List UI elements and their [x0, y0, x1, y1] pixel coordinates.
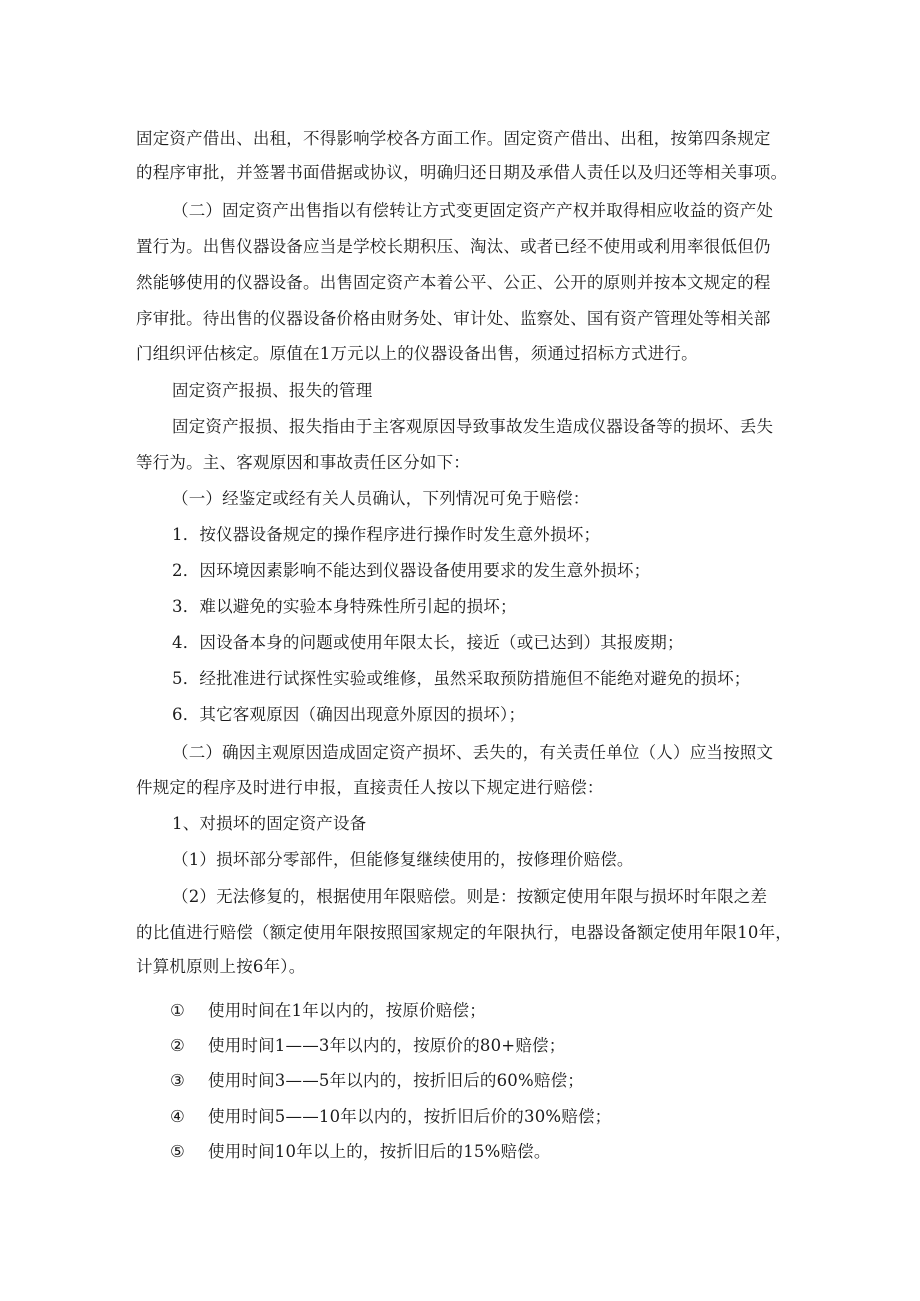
paragraph-sale-heading: （二）固定资产出售指以有偿转让方式变更固定资产产权并取得相应收益的资产处 — [172, 201, 774, 220]
item-marker: ⑤ — [170, 1142, 185, 1161]
exemption-heading: （一）经鉴定或经有关人员确认，下列情况可免于赔偿： — [172, 489, 590, 508]
body-text-line: 的比值进行赔偿（额定使用年限按照国家规定的年限执行，电器设备额定使用年限10年， — [136, 923, 792, 942]
body-text-line: （2）无法修复的，根据使用年限赔偿。则是：按额定使用年限与损坏时年限之差 — [172, 887, 768, 906]
body-text-line: 计算机原则上按6年）。 — [136, 957, 306, 976]
list-item: 5．经批准进行试探性实验或维修，虽然采取预防措施但不能绝对避免的损坏； — [172, 669, 751, 688]
list-item: 3．难以避免的实验本身特殊性所引起的损坏； — [172, 597, 517, 616]
liability-heading: （二）确因主观原因造成固定资产损坏、丢失的，有关责任单位（人）应当按照文 — [172, 743, 774, 762]
item-marker: ④ — [170, 1107, 185, 1126]
body-text-line: 件规定的程序及时进行申报，直接责任人按以下规定进行赔偿： — [136, 778, 604, 797]
body-text-line: 置行为。出售仪器设备应当是学校长期积压、淘汰、或者已经不使用或利用率很低但仍 — [136, 237, 771, 256]
item-text: 使用时间5——10年以内的，按折旧后价的30%赔偿； — [208, 1107, 612, 1126]
item-text: 使用时间在1年以内的，按原价赔偿； — [208, 1001, 486, 1020]
list-item: 6．其它客观原因（确因出现意外原因的损坏）； — [172, 705, 526, 724]
item-text: 使用时间1——3年以内的，按原价的80+赔偿； — [208, 1036, 566, 1055]
item-marker: ③ — [170, 1071, 185, 1090]
item-text: 使用时间3——5年以内的，按折旧后的60%赔偿； — [208, 1071, 584, 1090]
body-text-line: 然能够使用的仪器设备。出售固定资产本着公平、公正、公开的原则并按本文规定的程 — [136, 273, 771, 292]
compensation-item — [170, 1000, 830, 1022]
body-text-line: 的程序审批，并签署书面借据或协议，明确归还日期及承借人责任以及归还等相关事项。 — [136, 163, 788, 182]
section-heading: 固定资产报损、报失的管理 — [172, 381, 373, 400]
compensation-item — [170, 1106, 830, 1128]
item-text: 使用时间10年以上的，按折旧后的15%赔偿。 — [208, 1142, 551, 1161]
body-text-line: 门组织评估核定。原值在1万元以上的仪器设备出售，须通过招标方式进行。 — [136, 344, 698, 363]
list-item: 2．因环境因素影响不能达到仪器设备使用要求的发生意外损坏； — [172, 561, 651, 580]
subsection-heading: 1、对损坏的固定资产设备 — [172, 814, 367, 833]
body-text-line: 固定资产借出、出租，不得影响学校各方面工作。固定资产借出、出租，按第四条规定 — [136, 129, 771, 148]
compensation-item — [170, 1035, 830, 1057]
body-text-line: （1）损坏部分零部件，但能修复继续使用的，按修理价赔偿。 — [172, 850, 634, 869]
compensation-item — [170, 1141, 830, 1163]
item-marker: ② — [170, 1036, 185, 1055]
item-marker: ① — [170, 1001, 185, 1020]
compensation-item — [170, 1070, 830, 1092]
list-item: 4．因设备本身的问题或使用年限太长，接近（或已达到）其报废期； — [172, 633, 684, 652]
body-text-line: 序审批。待出售的仪器设备价格由财务处、审计处、监察处、国有资产管理处等相关部 — [136, 309, 771, 328]
list-item: 1．按仪器设备规定的操作程序进行操作时发生意外损坏； — [172, 525, 601, 544]
body-text-line: 固定资产报损、报失指由于主客观原因导致事故发生造成仪器设备等的损坏、丢失 — [172, 417, 774, 436]
body-text-line: 等行为。主、客观原因和事故责任区分如下： — [136, 453, 470, 472]
